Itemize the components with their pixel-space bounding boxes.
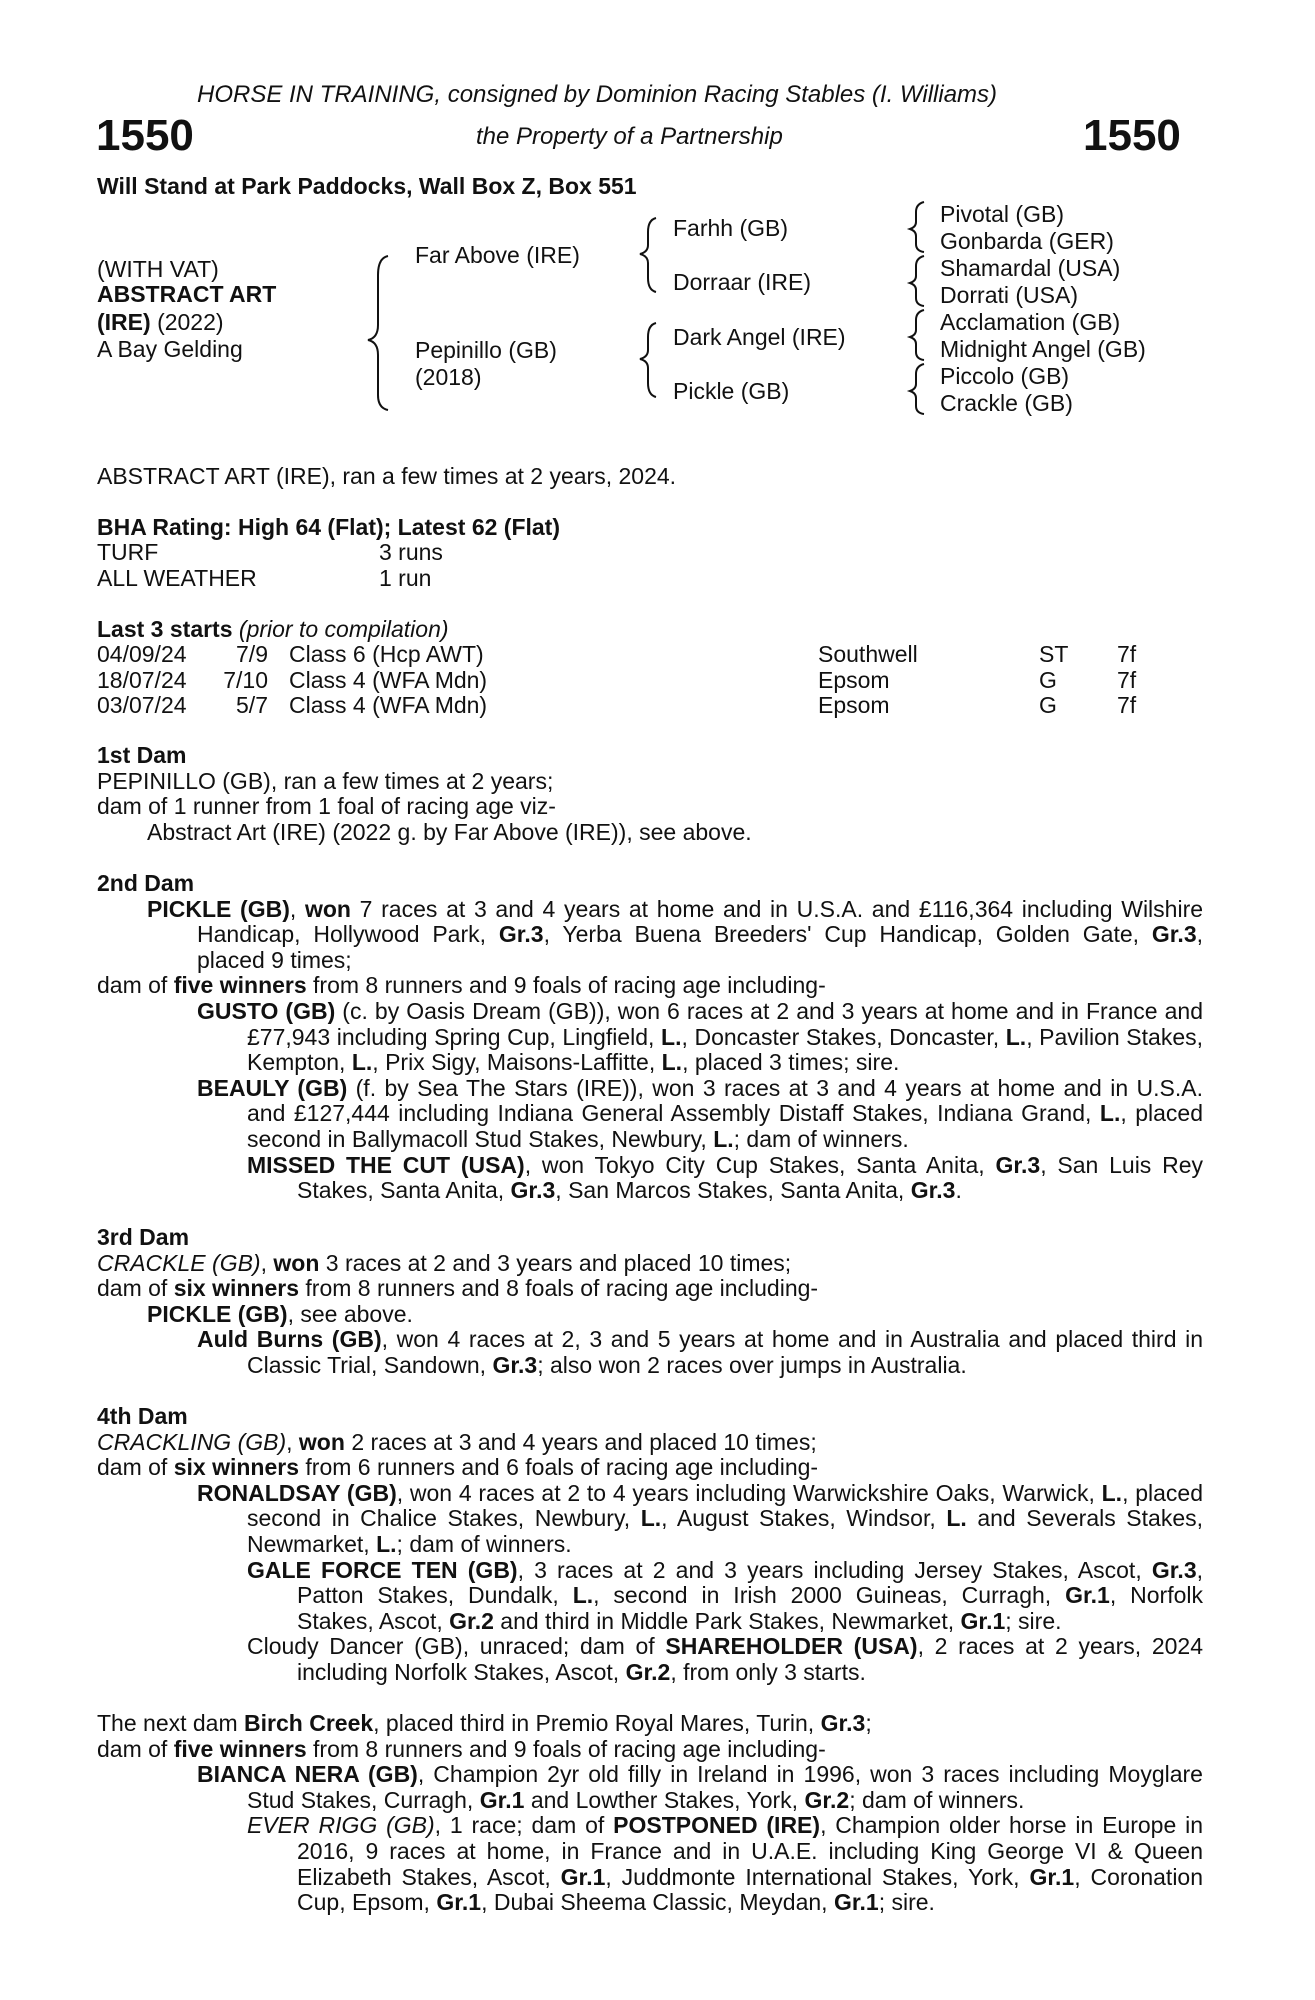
- text: ; sire.: [1005, 1607, 1062, 1634]
- grade: Gr.1: [833, 1889, 879, 1916]
- grade: Gr.1: [436, 1889, 482, 1916]
- gusto-name: GUSTO (GB): [197, 997, 336, 1024]
- text: from 8 runners and 9 foals of racing age including-: [313, 972, 826, 999]
- consignor-line: HORSE IN TRAINING, consigned by Dominion Racing Stables (I. Williams): [197, 81, 998, 108]
- second-dam-produce: [97, 973, 1203, 999]
- cloudy-dancer-entry: [97, 1634, 1203, 1685]
- text: , Patton Stakes, Dundalk,: [297, 1556, 1204, 1609]
- stand-location: Will Stand at Park Paddocks, Wall Box Z, Box 551: [97, 173, 637, 199]
- won-word: won: [298, 1428, 345, 1455]
- fourth-dam-section: [97, 1404, 1203, 1686]
- gusto-entry: [97, 999, 1203, 1076]
- sire-dam: Dorraar (IRE): [673, 269, 812, 295]
- ronaldsay-entry: [97, 1481, 1203, 1558]
- text: , Coronation Cup, Epsom,: [297, 1863, 1204, 1916]
- text: dam of: [97, 1275, 168, 1302]
- crackling-name: CRACKLING (GB): [97, 1428, 287, 1455]
- text: (f. by Sea The Stars (IRE)), won 3 races at 3 and 4 years at home and in U.S.A. and £127,444 including Indiana General Assembly Distaff Stakes, Indiana Grand,: [247, 1074, 1203, 1127]
- pickle-ref: [97, 1302, 1203, 1328]
- last-starts-heading: [97, 616, 449, 642]
- first-dam-line: PEPINILLO (GB), ran a few times at 2 years;: [97, 767, 554, 794]
- pickle-text: 7 races at 3 and 4 years at home and in U.S.A. and £116,364 including Wilshire Handicap, Hollywood Park,: [197, 895, 1204, 948]
- text: dam of: [97, 1735, 168, 1762]
- text: , Juddmonte International Stakes, York,: [605, 1863, 1020, 1890]
- text: , San Marcos Stakes, Santa Anita,: [555, 1177, 905, 1204]
- text: , Dubai Sheema Classic, Meydan,: [481, 1889, 828, 1916]
- missed-entry: [97, 1153, 1203, 1204]
- missed-name: MISSED THE CUT (USA): [247, 1151, 525, 1178]
- last-starts-title: Last 3 starts: [97, 616, 233, 642]
- pickle-text: , placed 9 times;: [197, 921, 1204, 973]
- grade: Gr.2: [804, 1786, 850, 1813]
- listed: L.: [946, 1505, 967, 1532]
- listed: L.: [640, 1505, 662, 1532]
- rating-surface-turf: TURF: [97, 539, 159, 565]
- listed: L.: [661, 1023, 682, 1050]
- winners-count: six winners: [173, 1275, 299, 1302]
- text: , 2 races at 2 years, 2024 including Norfolk Stakes, Ascot,: [297, 1633, 1204, 1685]
- second-dam-section: [97, 871, 1203, 1204]
- listed: L.: [572, 1582, 594, 1609]
- listed: L.: [351, 1049, 373, 1076]
- brace-main: [368, 256, 388, 410]
- fourth-dam-entry: CRACKLING (GB), won 2 races at 3 and 4 years and placed 10 times;: [97, 1428, 817, 1455]
- start-date: 03/07/24: [97, 692, 187, 718]
- winners-count: five winners: [173, 972, 307, 999]
- text: ; dam of winners.: [849, 1786, 1025, 1813]
- shareholder-name: SHAREHOLDER (USA): [665, 1633, 918, 1660]
- grade: Gr.3: [1151, 1556, 1197, 1583]
- text: , San Luis Rey Stakes, Santa Anita,: [297, 1151, 1203, 1204]
- grade: Gr.3: [910, 1177, 956, 1204]
- sire-name: Far Above (IRE): [415, 242, 580, 268]
- postponed-name: POSTPONED (IRE): [613, 1812, 821, 1839]
- grade: Gr.3: [820, 1710, 866, 1736]
- second-dam-entry: PICKLE (GB), won 7 races at 3 and 4 years at home and in U.S.A. and £116,364 including Wilshire Handicap, Hollywood Park, Gr.3, Yerba Buena Breeders' Cup Handicap, Golden Gate, Gr.3, placed 9 times;: [147, 895, 1204, 973]
- sire-dam-dam: Dorrati (USA): [940, 282, 1079, 308]
- second-dam-heading: 2nd Dam: [97, 870, 195, 896]
- text: , Champion older horse in Europe in 2016, 9 races at home, in France and in U.A.E. including King George VI & Queen Elizabeth Stakes, Ascot,: [297, 1812, 1204, 1890]
- lot-number-left: 1550: [96, 111, 194, 160]
- text: ; dam of winners.: [396, 1530, 572, 1557]
- start-date: 04/09/24: [97, 641, 187, 667]
- last-starts-note: (prior to compilation): [238, 616, 449, 642]
- dam-dam: Pickle (GB): [673, 378, 790, 404]
- text: , won 4 races at 2 to 4 years including Warwickshire Oaks, Warwick,: [396, 1479, 1095, 1506]
- third-dam-produce: [97, 1276, 1203, 1302]
- next-dam-section: [97, 1711, 1203, 1916]
- first-dam-line: dam of 1 runner from 1 foal of racing age viz-: [97, 793, 556, 820]
- birch-creek-name: Birch Creek: [244, 1710, 374, 1736]
- grade: Gr.2: [625, 1658, 671, 1685]
- beauly-name: BEAULY (GB): [197, 1074, 348, 1101]
- grade: Gr.3: [498, 921, 544, 948]
- brace-ss: [910, 202, 924, 252]
- sire-sire: Farhh (GB): [673, 215, 789, 241]
- grade: Gr.1: [1029, 1863, 1075, 1890]
- start-course: Southwell: [818, 641, 918, 667]
- lot-number-right: 1550: [1083, 111, 1181, 160]
- first-dam-heading: 1st Dam: [97, 742, 187, 768]
- dam-sire-sire: Acclamation (GB): [940, 309, 1121, 335]
- listed: L.: [1005, 1023, 1027, 1050]
- first-dam-section: [97, 743, 1203, 845]
- start-going: ST: [1039, 641, 1069, 667]
- horse-country: (IRE): [97, 309, 151, 335]
- winners-count: six winners: [173, 1454, 299, 1481]
- text: from 8 runners and 9 foals of racing age including-: [313, 1735, 826, 1762]
- text: 2 races at 3 and 4 years and placed 10 times;: [351, 1428, 817, 1455]
- rating-runs-aw: 1 run: [379, 565, 432, 591]
- dam-dam-dam: Crackle (GB): [940, 390, 1073, 416]
- text: , placed second in Chalice Stakes, Newbury,: [247, 1479, 1204, 1532]
- third-dam-heading: 3rd Dam: [97, 1224, 190, 1250]
- start-race: Class 6 (Hcp AWT): [289, 641, 484, 667]
- grade: Gr.3: [492, 1351, 538, 1378]
- gale-force-entry: [97, 1558, 1203, 1635]
- text: dam of: [97, 1454, 168, 1481]
- start-distance: 7f: [1117, 641, 1137, 667]
- text: , Champion 2yr old filly in Ireland in 1996, won 3 races including Moyglare Stud Stakes, Curragh,: [247, 1761, 1203, 1813]
- start-position: 7/9: [236, 641, 268, 667]
- brace-sd: [910, 256, 924, 306]
- crackle-name: CRACKLE (GB): [97, 1249, 261, 1276]
- text: and Severals Stakes, Newmarket,: [247, 1505, 1204, 1557]
- text: , won 4 races at 2, 3 and 5 years at home and in Australia and placed third in Classic Trial, Sandown,: [247, 1326, 1204, 1378]
- text: , Doncaster Stakes, Doncaster,: [681, 1023, 1000, 1050]
- listed: L.: [1101, 1479, 1123, 1506]
- dam-year: (2018): [415, 364, 482, 390]
- gale-force-name: GALE FORCE TEN (GB): [247, 1556, 518, 1583]
- text: ;: [865, 1710, 872, 1736]
- rating-surface-aw: ALL WEATHER: [97, 565, 257, 591]
- won-word: won: [304, 895, 351, 922]
- winners-count: five winners: [173, 1735, 307, 1762]
- start-race: Class 4 (WFA Mdn): [289, 692, 488, 718]
- ever-rigg-entry: [97, 1813, 1203, 1915]
- pickle-name: PICKLE (GB): [147, 1300, 288, 1327]
- pickle-name: PICKLE (GB): [147, 895, 290, 922]
- dam-name: Pepinillo (GB): [415, 337, 557, 363]
- start-date: 18/07/24: [97, 667, 187, 693]
- text: The next dam: [97, 1710, 238, 1736]
- brace-dd: [910, 364, 924, 414]
- horse-description: A Bay Gelding: [97, 336, 243, 362]
- horse-year: (2022): [157, 309, 224, 335]
- text: and third in Middle Park Stakes, Newmarket,: [500, 1607, 955, 1634]
- text: .: [955, 1177, 962, 1204]
- property-line: the Property of a Partnership: [476, 123, 783, 150]
- ever-rigg-name: EVER RIGG (GB): [247, 1812, 435, 1839]
- text: , Pavilion Stakes, Kempton,: [247, 1023, 1204, 1076]
- start-position: 5/7: [236, 692, 268, 718]
- grade: Gr.3: [995, 1151, 1041, 1178]
- fourth-dam-produce: [97, 1455, 1203, 1481]
- text: ; sire.: [878, 1889, 935, 1916]
- start-going: G: [1039, 692, 1057, 718]
- race-summary: ABSTRACT ART (IRE), ran a few times at 2 years, 2024.: [97, 463, 677, 489]
- text: 3 races at 2 and 3 years and placed 10 times;: [325, 1249, 792, 1276]
- bianca-nera-name: BIANCA NERA (GB): [197, 1761, 418, 1788]
- grade: Gr.1: [960, 1607, 1006, 1634]
- text: , second in Irish 2000 Guineas, Curragh,: [593, 1582, 1052, 1609]
- vat-note: (WITH VAT): [97, 256, 219, 282]
- text: , 3 races at 2 and 3 years including Jersey Stakes, Ascot,: [517, 1556, 1142, 1583]
- won-word: won: [273, 1249, 320, 1276]
- grade: Gr.1: [1065, 1582, 1110, 1609]
- next-dam-entry: [97, 1711, 1203, 1737]
- bianca-nera-entry: [97, 1762, 1203, 1813]
- text: (c. by Oasis Dream (GB)), won 6 races at 2 and 3 years at home and in France and £77,943 including Spring Cup, Lingfield,: [247, 997, 1204, 1050]
- grade: Gr.3: [510, 1177, 556, 1204]
- dam-dam-sire: Piccolo (GB): [940, 363, 1070, 389]
- brace-ds: [910, 310, 924, 360]
- listed: L.: [376, 1530, 397, 1557]
- text: , Prix Sigy, Maisons-Laffitte,: [372, 1049, 656, 1076]
- text: , see above.: [287, 1300, 413, 1327]
- bha-rating: BHA Rating: High 64 (Flat); Latest 62 (Flat): [97, 514, 560, 540]
- listed: L.: [713, 1125, 734, 1152]
- dam-sire-dam: Midnight Angel (GB): [940, 336, 1146, 362]
- sire-sire-dam: Gonbarda (GER): [940, 228, 1114, 254]
- text: ; dam of winners.: [733, 1125, 909, 1152]
- brace-sire: [640, 218, 656, 292]
- grade: Gr.2: [449, 1607, 494, 1634]
- start-position: 7/10: [223, 667, 268, 693]
- listed: L.: [1099, 1100, 1121, 1127]
- text: , from only 3 starts.: [670, 1658, 866, 1685]
- text: from 6 runners and 6 foals of racing age including-: [305, 1454, 819, 1481]
- start-distance: 7f: [1117, 692, 1137, 718]
- text: and Lowther Stakes, York,: [530, 1786, 799, 1813]
- text: , placed third in Premio Royal Mares, Turin,: [373, 1710, 815, 1736]
- third-dam-section: [97, 1225, 1203, 1379]
- text: , placed 3 times; sire.: [682, 1049, 900, 1076]
- third-dam-entry: CRACKLE (GB), won 3 races at 2 and 3 years and placed 10 times;: [97, 1249, 792, 1276]
- dam-sire: Dark Angel (IRE): [673, 324, 846, 350]
- start-course: Epsom: [818, 692, 890, 718]
- text: , placed second in Ballymacoll Stud Stakes, Newbury,: [247, 1100, 1203, 1152]
- horse-name: ABSTRACT ART: [97, 281, 277, 307]
- text: , 1 race; dam of: [434, 1812, 605, 1839]
- beauly-entry: [97, 1076, 1203, 1153]
- text: , August Stakes, Windsor,: [661, 1505, 936, 1532]
- grade: Gr.3: [1151, 921, 1197, 948]
- text: , Norfolk Stakes, Ascot,: [297, 1582, 1203, 1634]
- grade: Gr.1: [560, 1863, 606, 1890]
- start-race: Class 4 (WFA Mdn): [289, 667, 488, 693]
- first-dam-foal: Abstract Art (IRE) (2022 g. by Far Above (IRE)), see above.: [147, 818, 752, 845]
- rating-runs-turf: 3 runs: [379, 539, 443, 565]
- pickle-text: , Yerba Buena Breeders' Cup Handicap, Golden Gate,: [543, 921, 1140, 948]
- text: ; also won 2 races over jumps in Australia.: [537, 1351, 967, 1378]
- text: dam of: [97, 972, 168, 999]
- sire-sire-sire: Pivotal (GB): [940, 201, 1064, 227]
- auld-burns-name: Auld Burns (GB): [197, 1326, 382, 1353]
- text: Cloudy Dancer (GB), unraced; dam of: [247, 1633, 655, 1660]
- sire-dam-sire: Shamardal (USA): [940, 255, 1121, 281]
- start-course: Epsom: [818, 667, 890, 693]
- auld-burns-entry: [97, 1327, 1203, 1378]
- start-going: G: [1039, 667, 1057, 693]
- fourth-dam-heading: 4th Dam: [97, 1403, 188, 1429]
- next-dam-produce: [97, 1737, 1203, 1763]
- brace-dam: [640, 323, 656, 397]
- text: from 8 runners and 8 foals of racing age including-: [305, 1275, 819, 1302]
- listed: L.: [661, 1049, 683, 1076]
- grade: Gr.1: [479, 1786, 525, 1813]
- start-distance: 7f: [1117, 667, 1137, 693]
- text: , won Tokyo City Cup Stakes, Santa Anita,: [524, 1151, 985, 1178]
- ronaldsay-name: RONALDSAY (GB): [197, 1479, 397, 1506]
